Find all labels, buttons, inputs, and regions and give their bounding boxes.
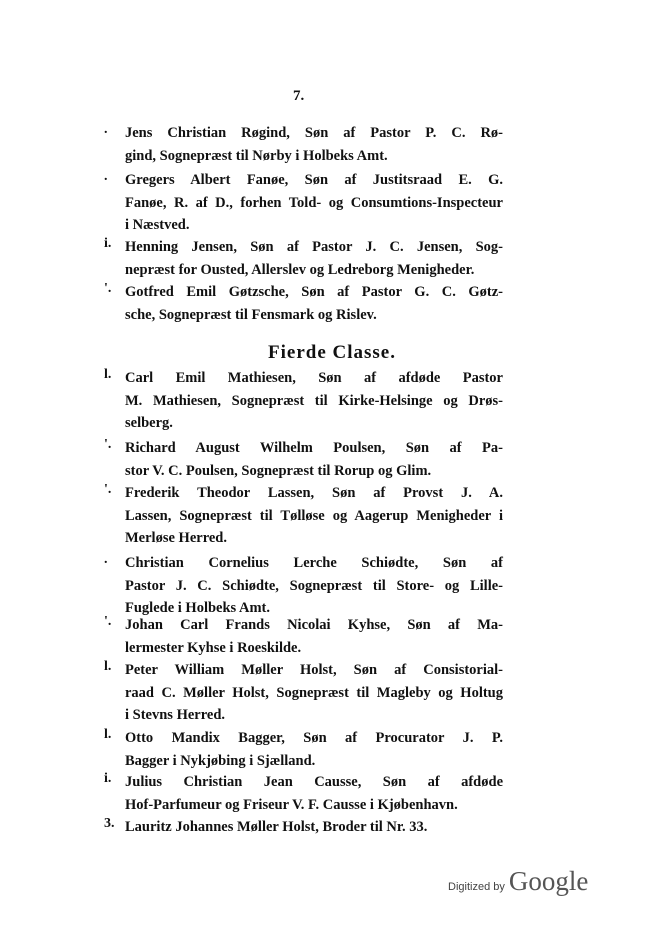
- entry-line: Gotfred Emil Gøtzsche, Søn af Pastor G. C. Gøtz-: [125, 284, 503, 300]
- entry-line: Hof-Parfumeur og Friseur V. F. Causse i Kjøbenhavn.: [125, 796, 458, 813]
- entry-number: '.: [104, 281, 112, 296]
- entry-number: '.: [104, 482, 112, 497]
- entry-line: Christian Cornelius Lerche Schiødte, Søn af: [125, 555, 503, 571]
- entry-line: Frederik Theodor Lassen, Søn af Provst J. A.: [125, 485, 503, 501]
- google-watermark: [448, 866, 588, 897]
- entry-line: gind, Sognepræst til Nørby i Holbeks Amt.: [125, 147, 388, 164]
- entry-line: Fuglede i Holbeks Amt.: [125, 600, 271, 616]
- entry-line: Gregers Albert Fanøe, Søn af Justitsraad E. G.: [125, 172, 503, 188]
- entry-line: Carl Emil Mathiesen, Søn af afdøde Pastor: [125, 370, 503, 386]
- entry-line: Fanøe, R. af D., forhen Told- og Consumtions-Inspecteur: [125, 194, 503, 211]
- entry-number: '.: [104, 614, 112, 629]
- entry-line: nepræst for Ousted, Allerslev og Ledreborg Menigheder.: [125, 261, 475, 278]
- entry-number: .: [104, 169, 108, 184]
- entry-line: Richard August Wilhelm Poulsen, Søn af Pa-: [125, 440, 503, 456]
- digitized-by-label: Digitized by: [448, 881, 505, 893]
- entry-line: Merløse Herred.: [125, 530, 227, 546]
- entry-line: i Næstved.: [125, 217, 190, 233]
- entry-line: sche, Sognepræst til Fensmark og Rislev.: [125, 306, 377, 323]
- entry-number: .: [104, 122, 108, 137]
- entry-line: stor V. C. Poulsen, Sognepræst til Rorup og Glim.: [125, 462, 432, 479]
- entry-line: selberg.: [125, 415, 173, 431]
- section-heading: Fierde Classe.: [268, 342, 396, 363]
- entry-number: l.: [104, 367, 112, 382]
- entry-line: Otto Mandix Bagger, Søn af Procurator J. P.: [125, 730, 503, 746]
- entry-number: i.: [104, 771, 112, 786]
- entry-line: Pastor J. C. Schiødte, Sognepræst til Store- og Lille-: [125, 577, 503, 594]
- entry-number: 3.: [104, 816, 115, 831]
- entry-line: Julius Christian Jean Causse, Søn af afdøde: [125, 774, 503, 790]
- entry-line: Jens Christian Røgind, Søn af Pastor P. C. Rø-: [125, 125, 503, 141]
- google-logo: Google: [508, 866, 589, 896]
- entry-line: Henning Jensen, Søn af Pastor J. C. Jensen, Sog-: [125, 239, 503, 255]
- entry-line: Johan Carl Frands Nicolai Kyhse, Søn af Ma-: [125, 617, 503, 633]
- entry-number: l.: [104, 727, 112, 742]
- entry-number: i.: [104, 236, 112, 251]
- page-number: 7.: [293, 88, 305, 104]
- entry-number: .: [104, 552, 108, 567]
- entry-line: i Stevns Herred.: [125, 707, 226, 723]
- entry-number: l.: [104, 659, 112, 674]
- entry-line: Lauritz Johannes Møller Holst, Broder til Nr. 33.: [125, 819, 428, 835]
- entry-line: raad C. Møller Holst, Sognepræst til Magleby og Holtug: [125, 684, 503, 701]
- entry-number: '.: [104, 437, 112, 452]
- entry-line: lermester Kyhse i Roeskilde.: [125, 639, 302, 656]
- entry-line: Peter William Møller Holst, Søn af Consistorial-: [125, 662, 503, 678]
- entry-line: Bagger i Nykjøbing i Sjælland.: [125, 752, 316, 769]
- entry-line: M. Mathiesen, Sognepræst til Kirke-Helsinge og Drøs-: [125, 392, 503, 409]
- entry-line: Lassen, Sognepræst til Tølløse og Aagerup Menigheder i: [125, 507, 503, 524]
